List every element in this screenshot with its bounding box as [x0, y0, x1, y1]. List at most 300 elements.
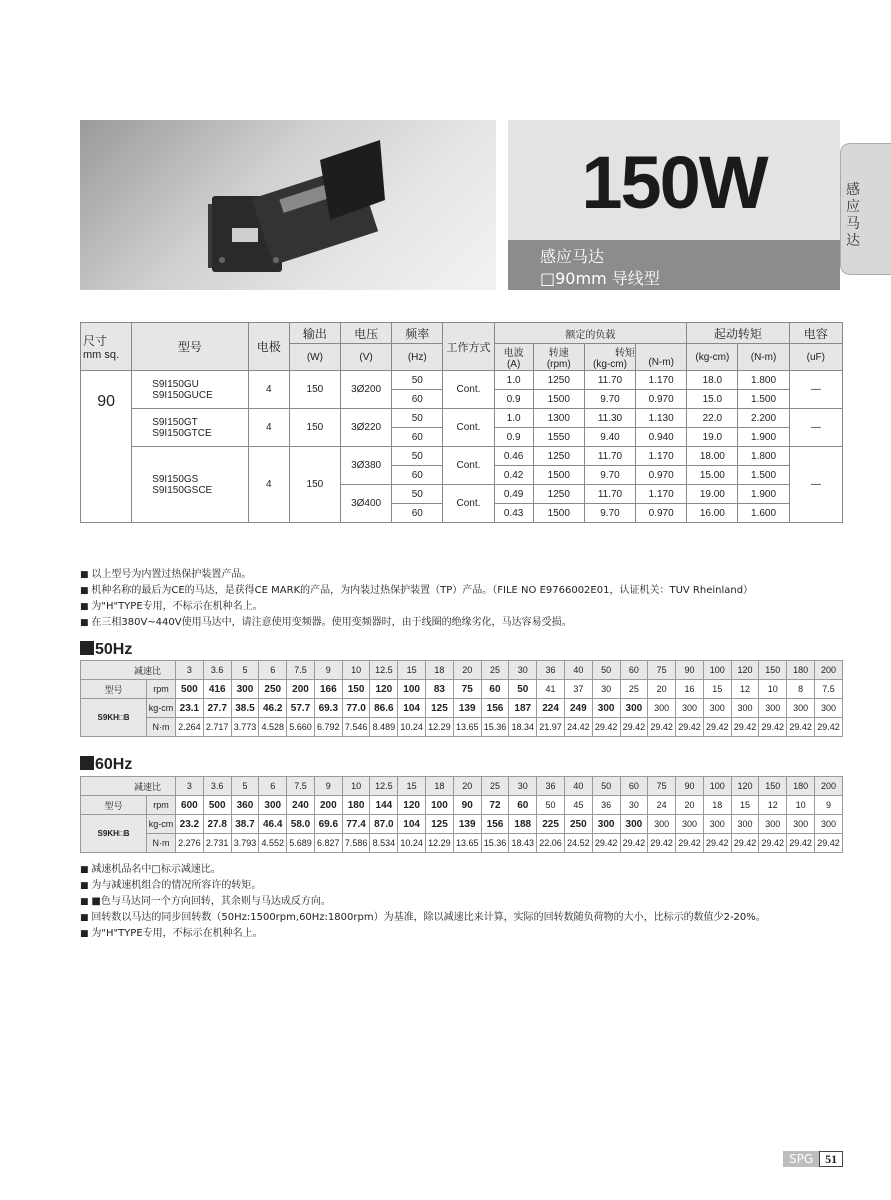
kgcm-cell: 300	[787, 815, 815, 834]
voltage-header: 电压	[340, 323, 391, 344]
ratio-cell: 90	[676, 661, 704, 680]
kgcm-cell: 250	[564, 815, 592, 834]
kgcm-cell: 249	[564, 699, 592, 718]
nm-cell: 22.06	[537, 834, 565, 853]
ratio-cell: 6	[259, 777, 287, 796]
torque-nm-cell: 1.170	[636, 447, 687, 466]
speed-cell: 1550	[533, 428, 584, 447]
ratio-cell: 10	[342, 661, 370, 680]
rpm-cell: 12	[759, 796, 787, 815]
speed-cell: 1500	[533, 504, 584, 523]
nm-cell: 29.42	[814, 718, 842, 737]
rpm-cell: 100	[426, 796, 454, 815]
model-cell	[132, 371, 248, 409]
torque-nm-cell: 0.940	[636, 428, 687, 447]
nm-cell: 24.42	[564, 718, 592, 737]
ratio-cell: 30	[509, 777, 537, 796]
rpm-row	[81, 680, 843, 699]
torque-kgcm-cell: 9.70	[584, 466, 635, 485]
pole-cell: 4	[248, 447, 289, 523]
ratio-cell: 3	[176, 777, 204, 796]
rpm-cell: 20	[676, 796, 704, 815]
freq-unit: (Hz)	[392, 344, 443, 371]
nm-cell: 12.29	[426, 718, 454, 737]
ratio-cell: 40	[564, 661, 592, 680]
rpm-cell: 120	[370, 680, 398, 699]
rpm-cell: 83	[426, 680, 454, 699]
ratio-cell: 36	[537, 777, 565, 796]
nm-label: N·m	[147, 718, 176, 737]
nm-cell: 3.773	[231, 718, 259, 737]
nm-cell: 7.546	[342, 718, 370, 737]
speed-unit: (rpm)	[546, 359, 571, 370]
spec-table	[80, 322, 843, 523]
nm-cell: 2.264	[176, 718, 204, 737]
gear-motor-illustration	[80, 120, 496, 290]
kgcm-cell: 86.6	[370, 699, 398, 718]
cap-cell: —	[789, 447, 842, 523]
rpm-cell: 200	[314, 796, 342, 815]
nm-cell: 29.42	[731, 834, 759, 853]
size-header	[81, 323, 132, 371]
ratio-cell: 40	[564, 777, 592, 796]
current-cell: 0.43	[494, 504, 533, 523]
rpm-cell: 180	[342, 796, 370, 815]
nm-cell: 15.36	[481, 834, 509, 853]
kgcm-cell: 300	[787, 699, 815, 718]
torque-nm-cell: 0.970	[636, 466, 687, 485]
ratio-cell: 60	[620, 777, 648, 796]
ratio-cell: 150	[759, 661, 787, 680]
nm-cell: 3.793	[231, 834, 259, 853]
kgcm-cell: 225	[537, 815, 565, 834]
kgcm-cell: 58.0	[287, 815, 315, 834]
rpm-cell: 360	[231, 796, 259, 815]
kgcm-cell: 300	[759, 815, 787, 834]
cap-header: 电容	[789, 323, 842, 344]
kgcm-label: kg-cm	[147, 815, 176, 834]
nm-cell: 29.42	[787, 834, 815, 853]
speed-header	[533, 344, 584, 371]
ratio-cell: 120	[731, 661, 759, 680]
freq-cell: 50	[392, 485, 443, 504]
nm-cell: 29.42	[759, 718, 787, 737]
nm-cell: 24.52	[564, 834, 592, 853]
rated-header: 额定的负载	[494, 323, 687, 344]
nm-cell: 4.552	[259, 834, 287, 853]
kgcm-row	[81, 699, 843, 718]
start-nm-cell: 2.200	[738, 409, 789, 428]
kgcm-cell: 104	[398, 699, 426, 718]
size-value: 90	[81, 371, 132, 523]
ratio-cell: 100	[703, 777, 731, 796]
ratio-cell: 75	[648, 777, 676, 796]
mode-cell: Cont.	[443, 447, 494, 485]
ratio-cell: 18	[426, 777, 454, 796]
ratio-label: 减速比	[81, 661, 176, 680]
rpm-cell: 20	[648, 680, 676, 699]
subtitle-size: □90mm 导线型	[540, 269, 660, 288]
nm-cell: 10.24	[398, 718, 426, 737]
speed-cell: 1500	[533, 390, 584, 409]
freq-cell: 50	[392, 409, 443, 428]
nm-cell: 5.660	[287, 718, 315, 737]
speed-cell: 1250	[533, 371, 584, 390]
voltage-cell: 3Ø400	[340, 485, 391, 523]
start-kgcm-cell: 18.00	[687, 447, 738, 466]
kgcm-cell: 300	[731, 699, 759, 718]
hz60-title-text: 60Hz	[95, 756, 133, 773]
notes-section-2	[80, 862, 766, 942]
rpm-cell: 9	[814, 796, 842, 815]
torque-kgcm-cell: 9.70	[584, 390, 635, 409]
notes-section-1	[80, 567, 753, 631]
kgcm-cell: 187	[509, 699, 537, 718]
output-cell: 150	[289, 409, 340, 447]
model-cell	[132, 447, 248, 523]
pole-cell: 4	[248, 371, 289, 409]
torque-kgcm-cell: 9.70	[584, 504, 635, 523]
rpm-cell: 16	[676, 680, 704, 699]
speed-label: 转速	[548, 348, 569, 359]
rpm-cell: 72	[481, 796, 509, 815]
output-cell: 150	[289, 447, 340, 523]
kgcm-cell: 156	[481, 699, 509, 718]
model-name-ce: S9I150GSCE	[152, 484, 213, 496]
current-label: 电波	[503, 348, 524, 359]
rpm-cell: 500	[203, 796, 231, 815]
rpm-cell: 12	[731, 680, 759, 699]
hz60-table	[80, 776, 843, 853]
ratio-cell: 12.5	[370, 777, 398, 796]
nm-cell: 29.42	[648, 718, 676, 737]
rpm-cell: 30	[620, 796, 648, 815]
ratio-cell: 150	[759, 777, 787, 796]
model-name: S9I150GT	[152, 416, 198, 428]
rpm-cell: 300	[231, 680, 259, 699]
ratio-label: 减速比	[81, 777, 176, 796]
mode-header: 工作方式	[443, 323, 494, 371]
current-header	[494, 344, 533, 371]
nm-cell: 29.42	[787, 718, 815, 737]
model-label: 型号	[81, 680, 147, 699]
kgcm-cell: 77.4	[342, 815, 370, 834]
ratio-cell: 9	[314, 661, 342, 680]
current-cell: 0.9	[494, 390, 533, 409]
nm-cell: 29.42	[592, 718, 620, 737]
rpm-cell: 15	[731, 796, 759, 815]
nm-cell: 6.827	[314, 834, 342, 853]
torque-nm-cell: 1.170	[636, 485, 687, 504]
rpm-cell: 36	[592, 796, 620, 815]
pole-header: 电极	[248, 323, 289, 371]
nm-cell: 6.792	[314, 718, 342, 737]
torque-unit-nm: (N-m)	[648, 357, 674, 368]
ratio-cell: 200	[814, 661, 842, 680]
kgcm-cell: 300	[620, 815, 648, 834]
kgcm-cell: 27.7	[203, 699, 231, 718]
kgcm-cell: 224	[537, 699, 565, 718]
mode-cell: Cont.	[443, 371, 494, 409]
kgcm-cell: 300	[676, 815, 704, 834]
torque-nm-cell: 1.130	[636, 409, 687, 428]
speed-cell: 1300	[533, 409, 584, 428]
kgcm-cell: 156	[481, 815, 509, 834]
start-kgcm-cell: 19.00	[687, 485, 738, 504]
ratio-row	[81, 777, 843, 796]
nm-cell: 29.42	[814, 834, 842, 853]
note-item: ■ 以上型号为内置过热保护装置产品。	[80, 567, 753, 583]
freq-cell: 50	[392, 371, 443, 390]
kgcm-cell: 139	[453, 815, 481, 834]
rpm-cell: 150	[342, 680, 370, 699]
voltage-cell: 3Ø380	[340, 447, 391, 485]
nm-cell: 5.689	[287, 834, 315, 853]
nm-cell: 29.42	[592, 834, 620, 853]
ratio-cell: 180	[787, 661, 815, 680]
nm-cell: 29.42	[620, 718, 648, 737]
rpm-cell: 75	[453, 680, 481, 699]
hz50-title	[80, 641, 132, 659]
freq-cell: 60	[392, 428, 443, 447]
nm-cell: 15.36	[481, 718, 509, 737]
model-header: 型号	[132, 323, 248, 371]
kgcm-cell: 38.7	[231, 815, 259, 834]
nm-cell: 29.42	[648, 834, 676, 853]
motor-photo	[80, 120, 496, 290]
rpm-cell: 60	[509, 796, 537, 815]
torque-kgcm-cell: 11.70	[584, 371, 635, 390]
start-nm-cell: 1.600	[738, 504, 789, 523]
kgcm-cell: 300	[676, 699, 704, 718]
note-item: ■ 减速机品名中□标示减速比。	[80, 862, 766, 878]
ratio-cell: 120	[731, 777, 759, 796]
freq-cell: 50	[392, 447, 443, 466]
hz50-table	[80, 660, 843, 737]
rpm-cell: 15	[703, 680, 731, 699]
ratio-cell: 18	[426, 661, 454, 680]
start-nm-cell: 1.900	[738, 428, 789, 447]
kgcm-cell: 300	[703, 815, 731, 834]
model-name: S9I150GU	[152, 378, 199, 390]
kgcm-cell: 46.2	[259, 699, 287, 718]
rpm-cell: 41	[537, 680, 565, 699]
kgcm-cell: 300	[620, 699, 648, 718]
kgcm-cell: 38.5	[231, 699, 259, 718]
kgcm-cell: 46.4	[259, 815, 287, 834]
ratio-cell: 75	[648, 661, 676, 680]
ratio-row	[81, 661, 843, 680]
model-name-ce: S9I150GTCE	[152, 427, 212, 439]
nm-label: N·m	[147, 834, 176, 853]
kgcm-cell: 300	[592, 699, 620, 718]
nm-cell: 29.42	[620, 834, 648, 853]
kgcm-cell: 300	[703, 699, 731, 718]
start-kgcm-cell: 15.0	[687, 390, 738, 409]
nm-cell: 29.42	[759, 834, 787, 853]
rpm-cell: 25	[620, 680, 648, 699]
torque-kgcm-cell: 11.30	[584, 409, 635, 428]
pole-cell: 4	[248, 409, 289, 447]
rpm-cell: 10	[787, 796, 815, 815]
size-header-label: 尺寸	[83, 334, 108, 348]
nm-cell: 21.97	[537, 718, 565, 737]
nm-cell: 18.34	[509, 718, 537, 737]
output-cell: 150	[289, 371, 340, 409]
torque-kgcm-cell: 11.70	[584, 485, 635, 504]
start-nm-unit: (N-m)	[738, 344, 789, 371]
nm-cell: 2.276	[176, 834, 204, 853]
current-cell: 0.42	[494, 466, 533, 485]
ratio-cell: 3	[176, 661, 204, 680]
current-cell: 1.0	[494, 409, 533, 428]
nm-cell: 4.528	[259, 718, 287, 737]
ratio-cell: 25	[481, 661, 509, 680]
page-number	[783, 1152, 843, 1167]
kgcm-cell: 23.2	[176, 815, 204, 834]
ratio-cell: 12.5	[370, 661, 398, 680]
torque-nm-cell: 0.970	[636, 504, 687, 523]
kgcm-cell: 139	[453, 699, 481, 718]
torque-kgcm-header	[584, 344, 635, 371]
nm-cell: 29.42	[676, 834, 704, 853]
kgcm-cell: 77.0	[342, 699, 370, 718]
kgcm-cell: 300	[648, 815, 676, 834]
note-item: ■ 为"H"TYPE专用，不标示在机种名上。	[80, 599, 753, 615]
kgcm-cell: 23.1	[176, 699, 204, 718]
nm-cell: 29.42	[703, 834, 731, 853]
rpm-cell: 600	[176, 796, 204, 815]
torque-kgcm-cell: 9.40	[584, 428, 635, 447]
rpm-cell: 30	[592, 680, 620, 699]
ratio-cell: 50	[592, 777, 620, 796]
current-unit: (A)	[506, 359, 521, 370]
rpm-cell: 300	[259, 796, 287, 815]
subtitle-type: 感应马达	[540, 247, 605, 266]
title-block-icon	[80, 756, 94, 770]
output-header: 输出	[289, 323, 340, 344]
kgcm-cell: 300	[759, 699, 787, 718]
model-cell	[132, 409, 248, 447]
current-cell: 0.9	[494, 428, 533, 447]
rpm-cell: 37	[564, 680, 592, 699]
ratio-cell: 9	[314, 777, 342, 796]
ratio-cell: 3.6	[203, 661, 231, 680]
rpm-label: rpm	[147, 796, 176, 815]
ratio-cell: 100	[703, 661, 731, 680]
torque-nm-header	[636, 344, 687, 371]
start-nm-cell: 1.500	[738, 466, 789, 485]
rpm-cell: 45	[564, 796, 592, 815]
nm-row	[81, 718, 843, 737]
kgcm-cell: 125	[426, 699, 454, 718]
ratio-cell: 180	[787, 777, 815, 796]
hz50-title-text: 50Hz	[95, 641, 133, 658]
size-header-unit: mm sq.	[83, 349, 120, 361]
ratio-cell: 10	[342, 777, 370, 796]
ratio-cell: 36	[537, 661, 565, 680]
torque-kgcm-cell: 11.70	[584, 447, 635, 466]
torque-label: 转矩	[614, 348, 635, 359]
note-item: ■ 回转数以马达的同步回转数（50Hz:1500rpm,60Hz:1800rpm）为基准，除以减速比来计算，实际的回转数随负荷物的大小，比标示的数值少2-20%。	[80, 910, 766, 926]
rpm-cell: 200	[287, 680, 315, 699]
rpm-cell: 100	[398, 680, 426, 699]
voltage-cell: 3Ø200	[340, 371, 391, 409]
rpm-cell: 7.5	[814, 680, 842, 699]
ratio-cell: 15	[398, 661, 426, 680]
start-kgcm-unit: (kg-cm)	[687, 344, 738, 371]
kgcm-cell: 125	[426, 815, 454, 834]
nm-cell: 10.24	[398, 834, 426, 853]
output-unit: (W)	[289, 344, 340, 371]
kgcm-cell: 87.0	[370, 815, 398, 834]
kgcm-row	[81, 815, 843, 834]
nm-cell: 12.29	[426, 834, 454, 853]
ratio-cell: 5	[231, 777, 259, 796]
note-item: ■ 为与减速机组合的情况所容许的转矩。	[80, 878, 766, 894]
kgcm-cell: 69.3	[314, 699, 342, 718]
ratio-cell: 20	[453, 777, 481, 796]
start-torque-header: 起动转矩	[687, 323, 789, 344]
freq-cell: 60	[392, 504, 443, 523]
ratio-cell: 7.5	[287, 777, 315, 796]
start-nm-cell: 1.800	[738, 447, 789, 466]
ratio-cell: 15	[398, 777, 426, 796]
speed-cell: 1250	[533, 485, 584, 504]
rpm-cell: 250	[259, 680, 287, 699]
cap-unit: (uF)	[789, 344, 842, 371]
ratio-cell: 200	[814, 777, 842, 796]
table-row	[81, 409, 843, 428]
ratio-cell: 25	[481, 777, 509, 796]
nm-cell: 29.42	[676, 718, 704, 737]
start-kgcm-cell: 19.0	[687, 428, 738, 447]
nm-cell: 8.534	[370, 834, 398, 853]
nm-cell: 7.586	[342, 834, 370, 853]
rpm-cell: 8	[787, 680, 815, 699]
voltage-cell: 3Ø220	[340, 409, 391, 447]
ratio-cell: 6	[259, 661, 287, 680]
model-name: S9I150GS	[152, 473, 199, 485]
table-row	[81, 447, 843, 466]
kgcm-cell: 104	[398, 815, 426, 834]
rpm-label: rpm	[147, 680, 176, 699]
note-item: ■ 在三相380V~440V使用马达中，请注意使用变频器。使用变频器时，由于线圈的绝缘劣化，马达容易受损。	[80, 615, 753, 631]
nm-cell: 2.731	[203, 834, 231, 853]
current-cell: 0.46	[494, 447, 533, 466]
nm-cell: 8.489	[370, 718, 398, 737]
rpm-cell: 120	[398, 796, 426, 815]
ratio-cell: 90	[676, 777, 704, 796]
table-row	[81, 371, 843, 390]
freq-cell: 60	[392, 390, 443, 409]
ratio-cell: 5	[231, 661, 259, 680]
rpm-row	[81, 796, 843, 815]
nm-row	[81, 834, 843, 853]
freq-cell: 60	[392, 466, 443, 485]
cap-cell: —	[789, 409, 842, 447]
nm-cell: 29.42	[703, 718, 731, 737]
cap-cell: —	[789, 371, 842, 409]
page-number-value: 51	[819, 1151, 843, 1167]
rpm-cell: 166	[314, 680, 342, 699]
mode-cell: Cont.	[443, 485, 494, 523]
hz60-title	[80, 756, 132, 774]
kgcm-cell: 188	[509, 815, 537, 834]
ratio-cell: 3.6	[203, 777, 231, 796]
kgcm-cell: 300	[814, 699, 842, 718]
rpm-cell: 144	[370, 796, 398, 815]
